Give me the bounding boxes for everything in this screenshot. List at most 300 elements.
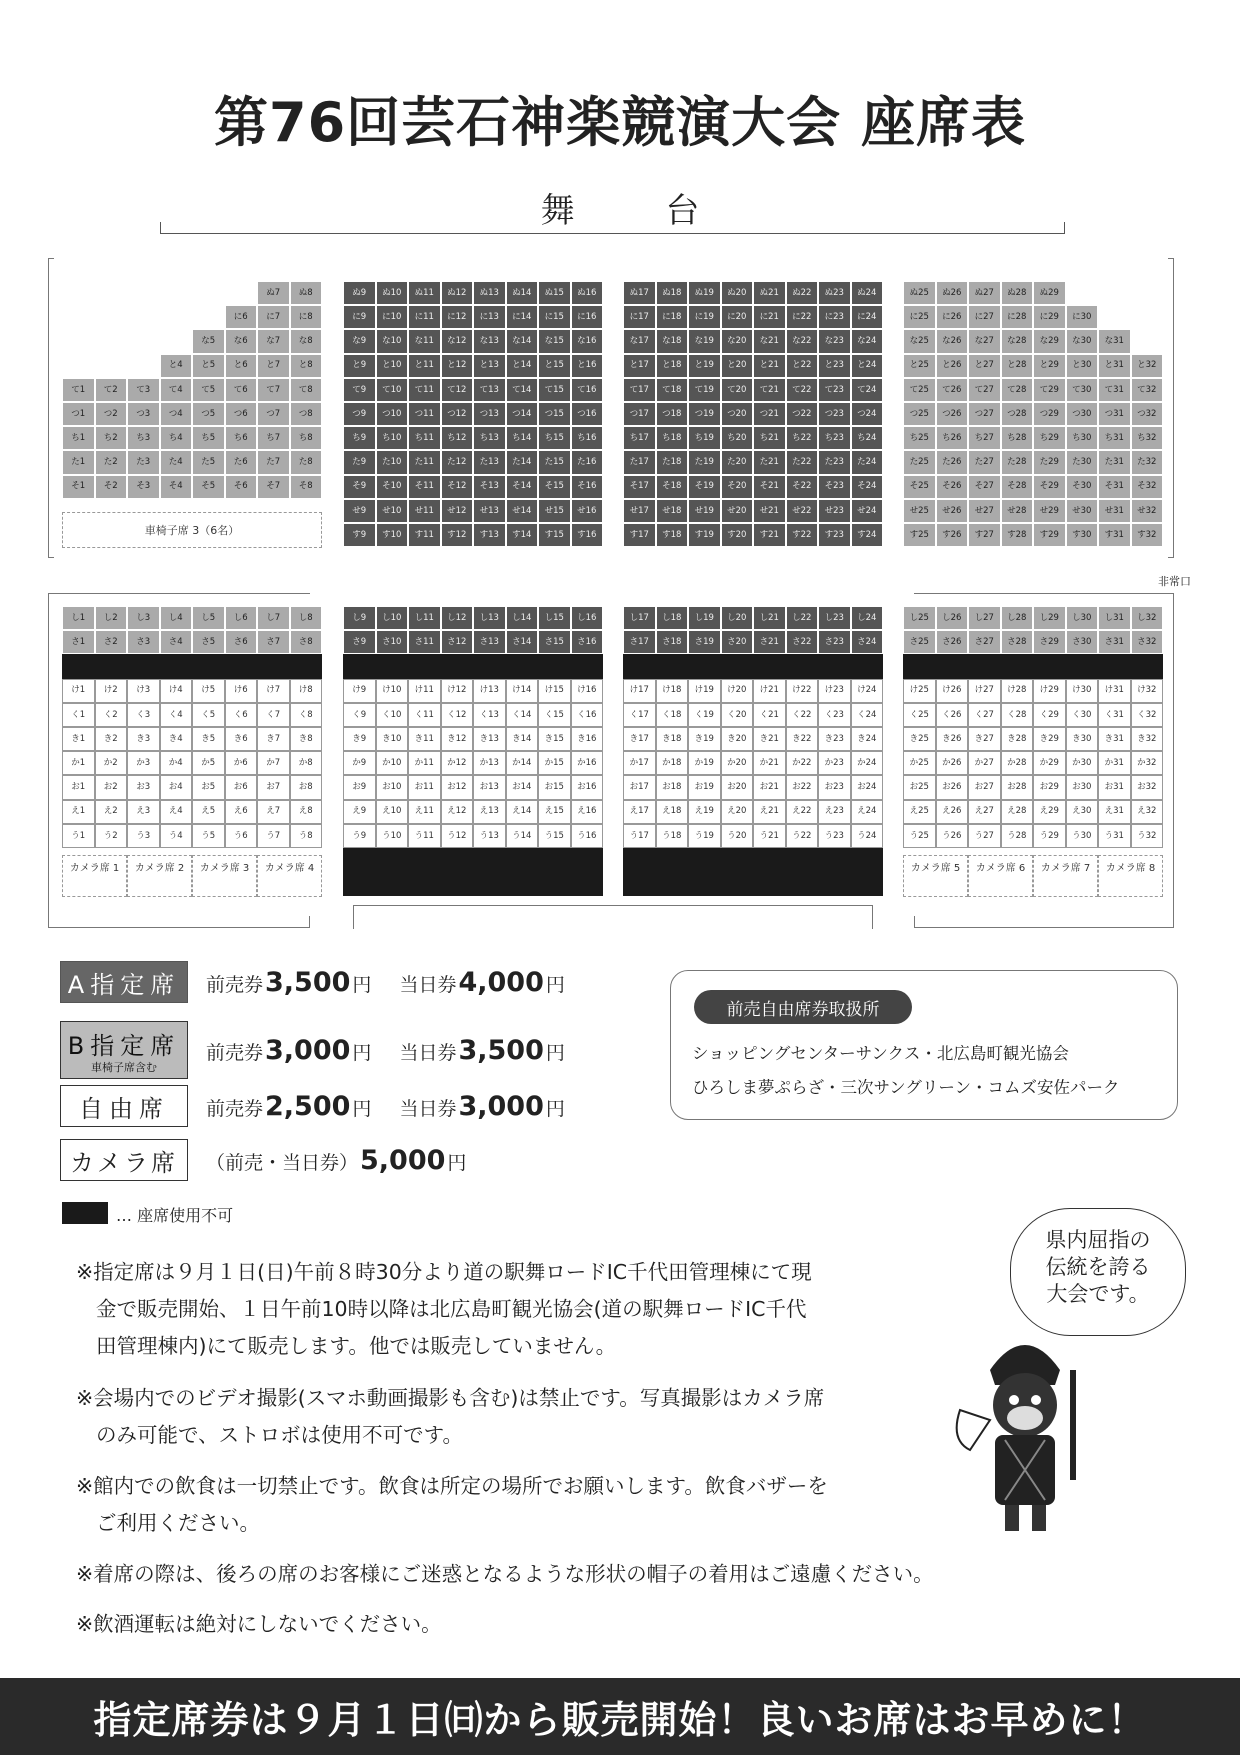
- seat: え11: [408, 800, 441, 824]
- seat: な26: [936, 329, 969, 353]
- seat: さ26: [936, 630, 969, 654]
- seat: て30: [1066, 378, 1099, 402]
- unusable-seat: [936, 654, 969, 678]
- seat: す29: [1033, 523, 1066, 547]
- seat: な27: [968, 329, 1001, 353]
- seat: つ2: [95, 402, 128, 426]
- seat: せ29: [1033, 499, 1066, 523]
- unusable-seat: [160, 654, 193, 678]
- seat: た2: [95, 450, 128, 474]
- unusable-seat: [851, 848, 884, 872]
- unusable-seat: [506, 872, 539, 896]
- seat: き23: [818, 727, 851, 751]
- seat: す26: [936, 523, 969, 547]
- seat: な13: [473, 329, 506, 353]
- seat: と27: [968, 354, 1001, 378]
- seat: く25: [903, 703, 936, 727]
- seat: て8: [290, 378, 323, 402]
- seat: さ17: [623, 630, 656, 654]
- seat: か1: [62, 751, 95, 775]
- seat: て11: [408, 378, 441, 402]
- seat: ぬ16: [571, 281, 604, 305]
- seat: つ31: [1098, 402, 1131, 426]
- seat: さ2: [95, 630, 128, 654]
- seat: て13: [473, 378, 506, 402]
- seat: か22: [786, 751, 819, 775]
- seat: か25: [903, 751, 936, 775]
- seat: す15: [538, 523, 571, 547]
- seat: し12: [441, 606, 474, 630]
- seat: け13: [473, 679, 506, 703]
- seat: そ9: [343, 475, 376, 499]
- seat: う5: [192, 824, 225, 848]
- seat: し21: [753, 606, 786, 630]
- seat: つ7: [257, 402, 290, 426]
- seat: さ1: [62, 630, 95, 654]
- seat: か17: [623, 751, 656, 775]
- seat: え3: [127, 800, 160, 824]
- seat: お25: [903, 775, 936, 799]
- seat: う22: [786, 824, 819, 848]
- seat: く15: [538, 703, 571, 727]
- seat: か13: [473, 751, 506, 775]
- bracket-upper-right: [1168, 258, 1174, 558]
- seat: た4: [160, 450, 193, 474]
- unusable-seat: [851, 872, 884, 896]
- seat: し28: [1001, 606, 1034, 630]
- seat: う20: [721, 824, 754, 848]
- seat: し13: [473, 606, 506, 630]
- seat: き16: [571, 727, 604, 751]
- seat: く6: [225, 703, 258, 727]
- seat: に27: [968, 305, 1001, 329]
- unusable-seat: [257, 654, 290, 678]
- seat: と28: [1001, 354, 1034, 378]
- seat: く24: [851, 703, 884, 727]
- seat: き32: [1131, 727, 1164, 751]
- seat: な31: [1098, 329, 1131, 353]
- seat: お9: [343, 775, 376, 799]
- seat: つ18: [656, 402, 689, 426]
- seat: そ28: [1001, 475, 1034, 499]
- seat: え20: [721, 800, 754, 824]
- seat: か23: [818, 751, 851, 775]
- page-title: 第76回芸石神楽競演大会 座席表: [214, 91, 1026, 154]
- seat: て28: [1001, 378, 1034, 402]
- seat: す18: [656, 523, 689, 547]
- seat: く9: [343, 703, 376, 727]
- seat: な16: [571, 329, 604, 353]
- seat: な25: [903, 329, 936, 353]
- seat: さ24: [851, 630, 884, 654]
- seat: う28: [1001, 824, 1034, 848]
- seat: て16: [571, 378, 604, 402]
- seat: て3: [127, 378, 160, 402]
- seat: た7: [257, 450, 290, 474]
- seat: そ27: [968, 475, 1001, 499]
- seat: く22: [786, 703, 819, 727]
- seat: つ3: [127, 402, 160, 426]
- seat: お17: [623, 775, 656, 799]
- seat: ち2: [95, 426, 128, 450]
- seat: し16: [571, 606, 604, 630]
- seat: ぬ12: [441, 281, 474, 305]
- seat: た8: [290, 450, 323, 474]
- seat: て14: [506, 378, 539, 402]
- seat: た32: [1131, 450, 1164, 474]
- seat: す28: [1001, 523, 1034, 547]
- seat: て6: [225, 378, 258, 402]
- seat: か7: [257, 751, 290, 775]
- seat: う31: [1098, 824, 1131, 848]
- seat: か20: [721, 751, 754, 775]
- seat: ち9: [343, 426, 376, 450]
- seat: ち14: [506, 426, 539, 450]
- seat: う16: [571, 824, 604, 848]
- seat: え31: [1098, 800, 1131, 824]
- seat: け16: [571, 679, 604, 703]
- seat: さ6: [225, 630, 258, 654]
- seat: な23: [818, 329, 851, 353]
- unusable-seat: [441, 872, 474, 896]
- seat: た10: [376, 450, 409, 474]
- seat: す32: [1131, 523, 1164, 547]
- seat: え24: [851, 800, 884, 824]
- seat: き2: [95, 727, 128, 751]
- footer-banner: 指定席券は９月１日㈰から販売開始！良いお席はお早めに！: [0, 1678, 1240, 1755]
- seat: け17: [623, 679, 656, 703]
- seat: そ6: [225, 475, 258, 499]
- seat: ち6: [225, 426, 258, 450]
- seat: せ24: [851, 499, 884, 523]
- seat: え8: [290, 800, 323, 824]
- bracket-upper-left: [48, 258, 54, 558]
- unusable-seat: [290, 654, 323, 678]
- seat: お24: [851, 775, 884, 799]
- seat: て25: [903, 378, 936, 402]
- seat: け28: [1001, 679, 1034, 703]
- seat: お8: [290, 775, 323, 799]
- seat: つ5: [192, 402, 225, 426]
- price-label-camera: カメラ席: [60, 1139, 188, 1181]
- camera-seat-2: カメラ席 2: [127, 855, 192, 897]
- seat: す21: [753, 523, 786, 547]
- unusable-seat: [408, 654, 441, 678]
- seat: に12: [441, 305, 474, 329]
- seat: し18: [656, 606, 689, 630]
- seat: え5: [192, 800, 225, 824]
- unusable-seat: [1001, 654, 1034, 678]
- seat: た23: [818, 450, 851, 474]
- unusable-seat: [225, 654, 258, 678]
- seat: な29: [1033, 329, 1066, 353]
- seat: し19: [688, 606, 721, 630]
- seat: に6: [225, 305, 258, 329]
- seat: な19: [688, 329, 721, 353]
- seat: そ24: [851, 475, 884, 499]
- price-label-free: 自由席: [60, 1085, 188, 1127]
- seat: け31: [1098, 679, 1131, 703]
- seat: う8: [290, 824, 323, 848]
- seat: せ9: [343, 499, 376, 523]
- seat: な9: [343, 329, 376, 353]
- seat: て4: [160, 378, 193, 402]
- seat: な14: [506, 329, 539, 353]
- seat: う26: [936, 824, 969, 848]
- mascot-illustration: [950, 1310, 1100, 1540]
- note-1: ※指定席は９月１日(日)午前８時30分より道の駅舞ロードIC千代田管理棟にて現 金で販売開始、１日午前10時以降は北広島町観光協会(道の駅舞ロードIC千代 田管理棟内)にて販売します。他では販売していません。: [76, 1260, 812, 1358]
- seat: せ10: [376, 499, 409, 523]
- seat: な8: [290, 329, 323, 353]
- seat: ち20: [721, 426, 754, 450]
- seat: ち16: [571, 426, 604, 450]
- seat: に15: [538, 305, 571, 329]
- seat: す14: [506, 523, 539, 547]
- seat: と20: [721, 354, 754, 378]
- seat: た9: [343, 450, 376, 474]
- unusable-seat: [376, 654, 409, 678]
- seat: せ12: [441, 499, 474, 523]
- seat: お20: [721, 775, 754, 799]
- bracket-lower-center: [353, 905, 873, 929]
- seat: ち5: [192, 426, 225, 450]
- seat: ち25: [903, 426, 936, 450]
- seat: す9: [343, 523, 376, 547]
- seat: せ16: [571, 499, 604, 523]
- seat: く31: [1098, 703, 1131, 727]
- seat: ぬ13: [473, 281, 506, 305]
- seat: ぬ24: [851, 281, 884, 305]
- seat: ち12: [441, 426, 474, 450]
- seat: と16: [571, 354, 604, 378]
- seat: そ7: [257, 475, 290, 499]
- seat: な17: [623, 329, 656, 353]
- unusable-seat: [473, 848, 506, 872]
- seat: え14: [506, 800, 539, 824]
- seat: か26: [936, 751, 969, 775]
- seat: す31: [1098, 523, 1131, 547]
- seat: ぬ11: [408, 281, 441, 305]
- seat: け27: [968, 679, 1001, 703]
- seat: せ22: [786, 499, 819, 523]
- seat: き22: [786, 727, 819, 751]
- seat: く10: [376, 703, 409, 727]
- legend-text: … 座席使用不可: [116, 1206, 234, 1225]
- seat: し29: [1033, 606, 1066, 630]
- seat: う18: [656, 824, 689, 848]
- seat: な20: [721, 329, 754, 353]
- seat: と25: [903, 354, 936, 378]
- seat: お6: [225, 775, 258, 799]
- seat: さ8: [290, 630, 323, 654]
- seat: か18: [656, 751, 689, 775]
- price-label-a: A指定席: [60, 961, 188, 1003]
- seat: つ14: [506, 402, 539, 426]
- seat: お14: [506, 775, 539, 799]
- seat: な21: [753, 329, 786, 353]
- seat: さ13: [473, 630, 506, 654]
- seat: な24: [851, 329, 884, 353]
- seat: て21: [753, 378, 786, 402]
- seat: と23: [818, 354, 851, 378]
- seat: た31: [1098, 450, 1131, 474]
- seat: と6: [225, 354, 258, 378]
- seat: け3: [127, 679, 160, 703]
- unusable-seat: [688, 654, 721, 678]
- unusable-seat: [721, 872, 754, 896]
- seat: た6: [225, 450, 258, 474]
- unusable-seat: [721, 654, 754, 678]
- seat: ぬ27: [968, 281, 1001, 305]
- seat: つ6: [225, 402, 258, 426]
- seat: き14: [506, 727, 539, 751]
- seat: か2: [95, 751, 128, 775]
- unusable-seat: [786, 654, 819, 678]
- seat: な18: [656, 329, 689, 353]
- seat: と30: [1066, 354, 1099, 378]
- seat: し17: [623, 606, 656, 630]
- seat: お23: [818, 775, 851, 799]
- seat: け8: [290, 679, 323, 703]
- seat: う10: [376, 824, 409, 848]
- seat: に24: [851, 305, 884, 329]
- seat: す25: [903, 523, 936, 547]
- seat: つ11: [408, 402, 441, 426]
- camera-seat-3: カメラ席 3: [192, 855, 257, 897]
- seat: え19: [688, 800, 721, 824]
- seat: き4: [160, 727, 193, 751]
- seat: し4: [160, 606, 193, 630]
- seat: き26: [936, 727, 969, 751]
- unusable-seat: [95, 654, 128, 678]
- seat: ち10: [376, 426, 409, 450]
- seat: と22: [786, 354, 819, 378]
- seat: さ16: [571, 630, 604, 654]
- outlet-line-2: ひろしま夢ぷらざ・三次サングリーン・コムズ安佐パーク: [692, 1078, 1120, 1097]
- seat: に25: [903, 305, 936, 329]
- unusable-seat: [571, 848, 604, 872]
- seat: さ19: [688, 630, 721, 654]
- seat: う17: [623, 824, 656, 848]
- unusable-seat: [818, 872, 851, 896]
- seat: き20: [721, 727, 754, 751]
- seat: く16: [571, 703, 604, 727]
- seat: き7: [257, 727, 290, 751]
- seat: た5: [192, 450, 225, 474]
- seat: け15: [538, 679, 571, 703]
- seat: さ7: [257, 630, 290, 654]
- seat: て24: [851, 378, 884, 402]
- seat: さ9: [343, 630, 376, 654]
- unusable-seat: [62, 654, 95, 678]
- seat: く14: [506, 703, 539, 727]
- seat: く13: [473, 703, 506, 727]
- seat: く17: [623, 703, 656, 727]
- seat: ち23: [818, 426, 851, 450]
- seat: し5: [192, 606, 225, 630]
- seat: ち31: [1098, 426, 1131, 450]
- seat: け9: [343, 679, 376, 703]
- seat: つ12: [441, 402, 474, 426]
- seat: な30: [1066, 329, 1099, 353]
- seat: え30: [1066, 800, 1099, 824]
- seat: け11: [408, 679, 441, 703]
- seat: う15: [538, 824, 571, 848]
- seat: そ22: [786, 475, 819, 499]
- seat: と24: [851, 354, 884, 378]
- seat: に23: [818, 305, 851, 329]
- seat: そ16: [571, 475, 604, 499]
- seat: た20: [721, 450, 754, 474]
- seat: か8: [290, 751, 323, 775]
- seat: に13: [473, 305, 506, 329]
- seat: せ20: [721, 499, 754, 523]
- seat: そ12: [441, 475, 474, 499]
- seat: し1: [62, 606, 95, 630]
- seat: く18: [656, 703, 689, 727]
- seat: え12: [441, 800, 474, 824]
- seat: う23: [818, 824, 851, 848]
- seat: お11: [408, 775, 441, 799]
- seat: え9: [343, 800, 376, 824]
- seat: せ21: [753, 499, 786, 523]
- seat: せ11: [408, 499, 441, 523]
- unusable-seat: [441, 848, 474, 872]
- seat: た13: [473, 450, 506, 474]
- seat: て5: [192, 378, 225, 402]
- seat: け24: [851, 679, 884, 703]
- seat: け18: [656, 679, 689, 703]
- seat: て12: [441, 378, 474, 402]
- seat: さ12: [441, 630, 474, 654]
- seat: え6: [225, 800, 258, 824]
- seat: つ17: [623, 402, 656, 426]
- seat: な7: [257, 329, 290, 353]
- seat: か29: [1033, 751, 1066, 775]
- seat: け30: [1066, 679, 1099, 703]
- seat: そ8: [290, 475, 323, 499]
- seat: さ20: [721, 630, 754, 654]
- seat: す19: [688, 523, 721, 547]
- unusable-seat: [376, 848, 409, 872]
- seat: そ11: [408, 475, 441, 499]
- seat: ぬ8: [290, 281, 323, 305]
- outlet-heading: 前売自由席券取扱所: [694, 990, 912, 1024]
- seat: す16: [571, 523, 604, 547]
- seat: と26: [936, 354, 969, 378]
- seat: て27: [968, 378, 1001, 402]
- unusable-seat: [506, 848, 539, 872]
- unusable-seat: [656, 848, 689, 872]
- unusable-seat: [1098, 654, 1131, 678]
- seat: し30: [1066, 606, 1099, 630]
- seat: し2: [95, 606, 128, 630]
- seat: か3: [127, 751, 160, 775]
- seat: う24: [851, 824, 884, 848]
- seat: ぬ9: [343, 281, 376, 305]
- seat: え7: [257, 800, 290, 824]
- seat: に14: [506, 305, 539, 329]
- seat: せ23: [818, 499, 851, 523]
- seat: け4: [160, 679, 193, 703]
- unusable-seat: [1131, 654, 1164, 678]
- unusable-seat: [688, 848, 721, 872]
- seat: つ1: [62, 402, 95, 426]
- seat: た17: [623, 450, 656, 474]
- seat: す13: [473, 523, 506, 547]
- seat: か27: [968, 751, 1001, 775]
- unusable-seat: [571, 872, 604, 896]
